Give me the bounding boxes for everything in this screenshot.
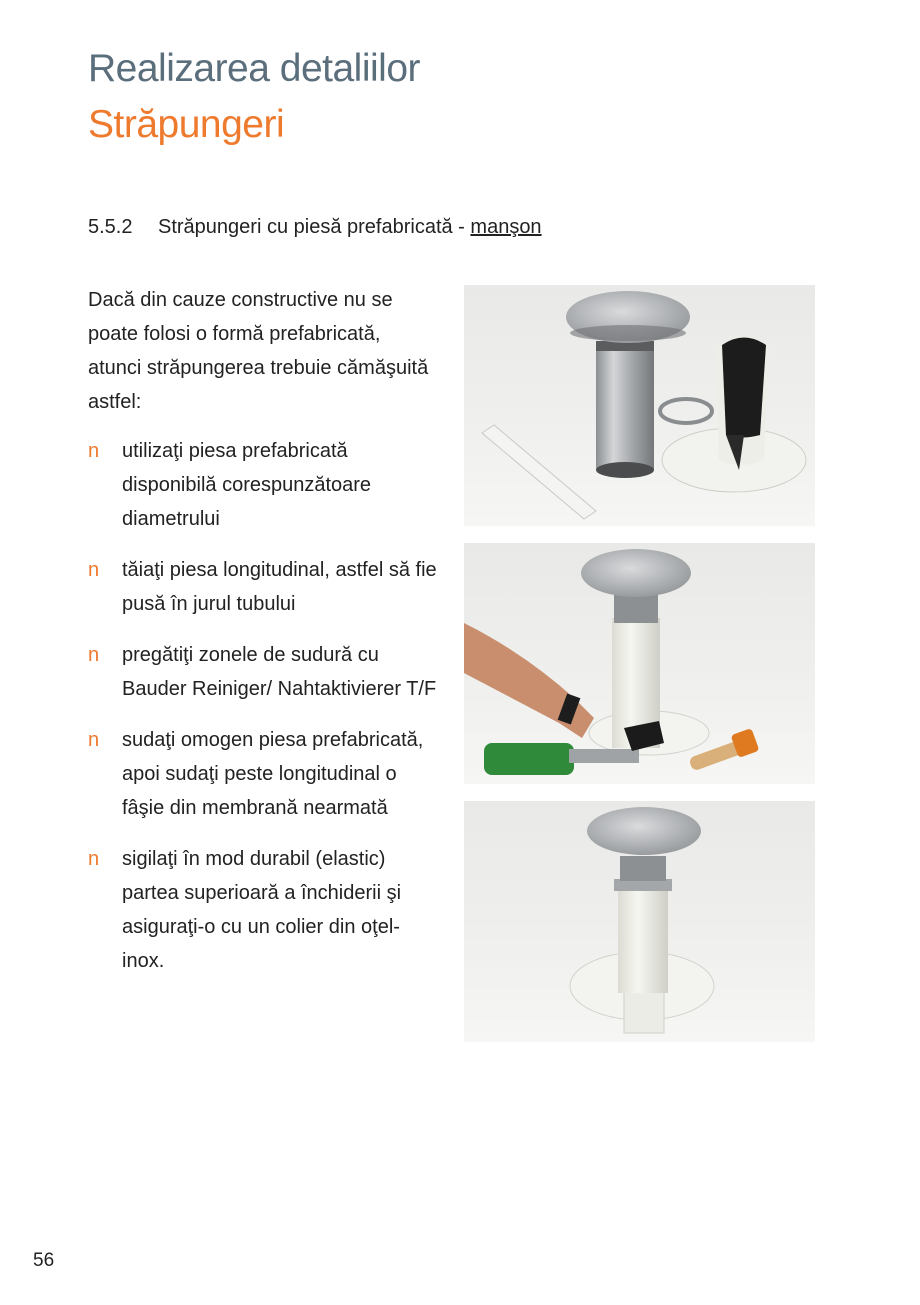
list-item-text: sigilaţi în mod durabil (elastic) partea superioară a închiderii şi asiguraţi-o cu un colier din oţel-inox.	[122, 848, 402, 972]
list-item	[88, 723, 438, 825]
bullet-marker: n	[88, 559, 100, 581]
list-item	[88, 842, 438, 978]
photo-sleeve-components	[464, 285, 815, 526]
photo-finished-sleeve	[464, 801, 815, 1042]
page-number: 56	[33, 1250, 55, 1271]
list-item	[88, 638, 438, 706]
bullet-marker: n	[88, 848, 100, 870]
list-item-text: tăiaţi piesa longitudinal, astfel să fie pusă în jurul tubului	[122, 559, 437, 615]
section-heading	[88, 216, 542, 239]
photo-sleeve-components-illustration	[464, 285, 815, 526]
section-title: Străpungeri cu piesă prefabricată -	[158, 216, 471, 238]
list-item-text: sudaţi omogen piesa prefabricată, apoi sudaţi peste longitudinal o fâşie din membrană nearmată	[122, 729, 424, 819]
page-title: Realizarea detaliilor	[88, 47, 421, 90]
section-number: 5.5.2	[88, 216, 133, 238]
instruction-list	[88, 434, 438, 995]
bullet-marker: n	[88, 729, 100, 751]
photo-welding-sleeve-illustration	[464, 543, 815, 784]
list-item	[88, 553, 438, 621]
list-item-text: pregătiţi zonele de sudură cu Bauder Reiniger/ Nahtaktivierer T/F	[122, 644, 437, 700]
intro-paragraph: Dacă din cauze constructive nu se poate folosi o formă prefabricată, atunci străpungerea trebuie cămăşuită astfel:	[88, 289, 429, 413]
photo-finished-sleeve-illustration	[464, 801, 815, 1042]
bullet-marker: n	[88, 644, 100, 666]
section-title-underlined: manşon	[470, 216, 542, 238]
bullet-marker: n	[88, 440, 100, 462]
list-item-text: utilizaţi piesa prefabricată disponibilă corespunzătoare diametrului	[122, 440, 372, 530]
page-subtitle: Străpungeri	[88, 103, 285, 146]
list-item	[88, 434, 438, 536]
photo-welding-sleeve	[464, 543, 815, 784]
